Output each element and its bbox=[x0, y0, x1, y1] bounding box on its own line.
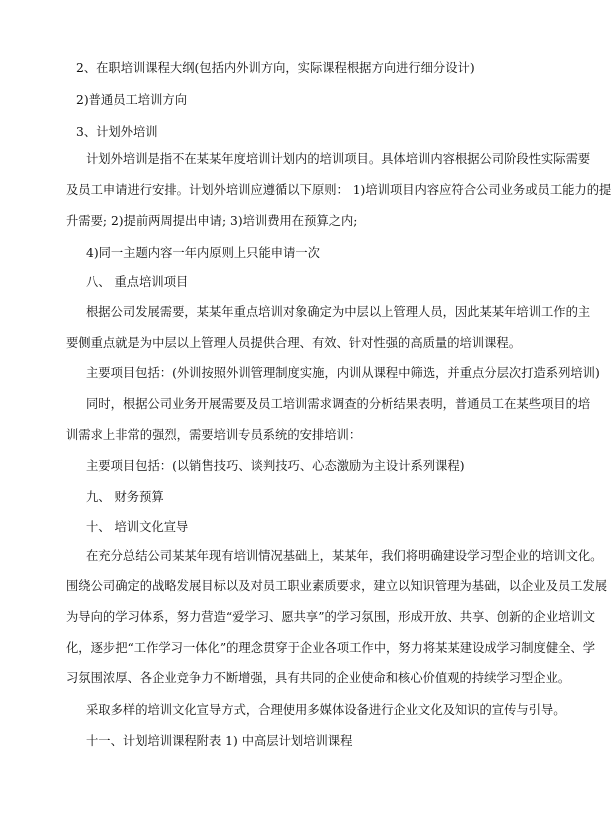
text-line: 主要项目包括：(以销售技巧、谈判技巧、心态激励为主设计系列课程) bbox=[86, 459, 465, 473]
text-line: 在充分总结公司某某年现有培训情况基础上，某某年，我们将明确建设学习型企业的培训文化。 bbox=[86, 549, 603, 563]
text-line: 化，逐步把“工作学习一体化”的理念贯穿于企业各项工作中，努力将某某建设成学习制度健全、学 bbox=[66, 641, 596, 655]
text-line: 升需要; 2)提前两周提出申请; 3)培训费用在预算之内; bbox=[66, 214, 358, 228]
text-line: 采取多样的培训文化宣导方式，合理使用多媒体设备进行企业文化及知识的宣传与引导。 bbox=[86, 703, 566, 717]
section-heading: 九、 财务预算 bbox=[86, 490, 164, 504]
text-line: 计划外培训是指不在某某年度培训计划内的培训项目。具体培训内容根据公司阶段性实际需要 bbox=[86, 152, 591, 166]
section-heading: 3、计划外培训 bbox=[76, 125, 158, 139]
text-line: 4)同一主题内容一年内原则上只能申请一次 bbox=[86, 246, 320, 260]
section-heading: 十、 培训文化宣导 bbox=[86, 520, 189, 534]
text-line: 根据公司发展需要，某某年重点培训对象确定为中层以上管理人员，因此某某年培训工作的主 bbox=[86, 305, 591, 319]
text-line: 训需求上非常的强烈，需要培训专员系统的安排培训： bbox=[66, 428, 362, 442]
text-line: 主要项目包括：(外训按照外训管理制度实施，内训从课程中筛选，并重点分层次打造系列培训) bbox=[86, 366, 600, 380]
text-line: 习氛围浓厚、各企业竞争力不断增强，具有共同的企业使命和核心价值观的持续学习型企业。 bbox=[66, 671, 571, 685]
text-line: 围绕公司确定的战略发展目标以及对员工职业素质要求，建立以知识管理为基础，以企业及员工发展 bbox=[66, 579, 608, 593]
text-line: 同时，根据公司业务开展需要及员工培训需求调查的分析结果表明，普通员工在某些项目的培 bbox=[86, 397, 591, 411]
section-heading: 十一、计划培训课程附表 1) 中高层计划培训课程 bbox=[86, 734, 353, 748]
section-heading: 八、 重点培训项目 bbox=[86, 275, 189, 289]
text-line: 2)普通员工培训方向 bbox=[76, 93, 187, 107]
text-line: 及员工申请进行安排。计划外培训应遵循以下原则： 1)培训项目内容应符合公司业务或员工能力的提 bbox=[66, 183, 611, 197]
text-line: 2、在职培训课程大纲(包括内外训方向，实际课程根据方向进行细分设计) bbox=[76, 61, 475, 75]
text-line: 要侧重点就是为中层以上管理人员提供合理、有效、针对性强的高质量的培训课程。 bbox=[66, 336, 521, 350]
text-line: 为导向的学习体系，努力营造“爱学习、愿共享”的学习氛围，形成开放、共享、创新的企业培训文 bbox=[66, 610, 596, 624]
